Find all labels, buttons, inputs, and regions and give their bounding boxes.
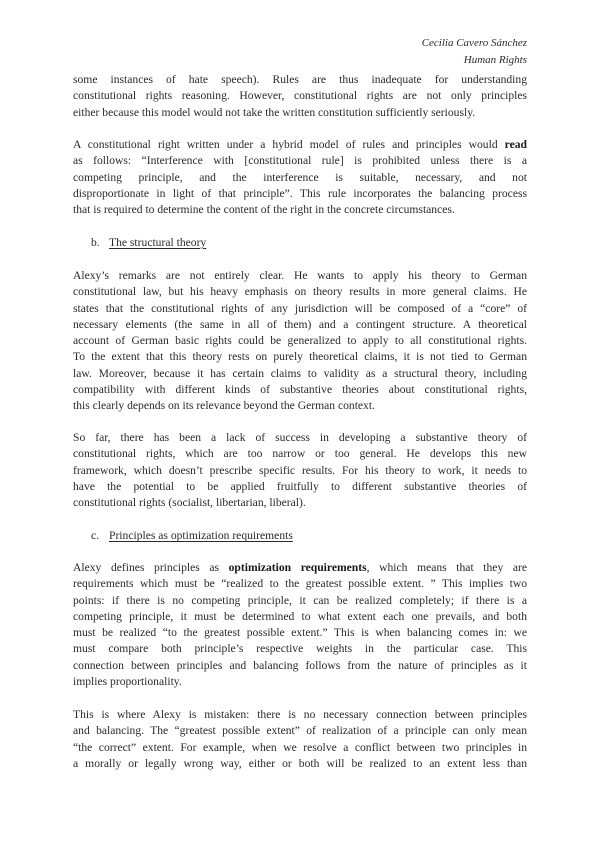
- text-line: [73, 495, 527, 511]
- paragraph: [73, 430, 527, 511]
- text-line: [73, 740, 527, 756]
- text-line: [73, 593, 527, 609]
- text-line: [73, 723, 527, 739]
- paragraph: [73, 137, 527, 218]
- section-heading: [91, 528, 293, 544]
- line-content: account of German basic rights could be generalized to apply to all constitutional rights.: [73, 334, 527, 347]
- text-line: [73, 333, 527, 349]
- text-line: [73, 382, 527, 398]
- text-line: [73, 463, 527, 479]
- text-line: [73, 756, 527, 772]
- line-content: To the extent that this theory rests on purely theoretical claims, it is not tied to German: [73, 350, 527, 364]
- text-line: [73, 268, 527, 284]
- line-content: either because this model would not take the written constitution sufficiently seriously.: [73, 105, 476, 119]
- line-content: law. Moreover, because it has certain claims to validity as a structural theory, including: [73, 366, 527, 380]
- line-content: So far, there has been a lack of success in developing a substantive theory of: [73, 431, 527, 444]
- text-line: [73, 202, 527, 218]
- line-content: [73, 137, 527, 153]
- text-line: [73, 366, 527, 382]
- paragraph: [73, 560, 527, 690]
- paragraph: [73, 268, 527, 414]
- line-segment: Alexy defines principles as: [73, 561, 229, 574]
- line-content: This is where Alexy is mistaken: there is no necessary connection between principles: [73, 708, 527, 721]
- text-line: [73, 153, 527, 169]
- text-line: [73, 284, 527, 300]
- line-content: must compare both principle’s respective weights in the particular case. This: [73, 642, 527, 656]
- line-content: constitutional law, but his heavy emphasis on theory results in more general claims. He: [73, 285, 527, 299]
- line-content: compatibility with different kinds of substantive theories about constitutional rights,: [73, 382, 527, 396]
- line-content: some instances of hate speech). Rules are thus inadequate for understanding: [73, 73, 527, 86]
- line-content: as follows: “Interference with [constitutional rule] is prohibited unless there is a: [73, 154, 527, 168]
- paragraph: [73, 72, 527, 121]
- line-content: competing principle, and the interference is suitable, necessary, and not: [73, 170, 527, 184]
- text-line: [73, 641, 527, 657]
- text-line: [73, 317, 527, 333]
- text-line: [73, 398, 527, 414]
- line-content: implies proportionality.: [73, 674, 182, 688]
- line-content: constitutional rights, which are too narrow or too general. He develops this new: [73, 447, 527, 461]
- text-line: [73, 430, 527, 446]
- text-line: [73, 658, 527, 674]
- line-content: requirements which must be “realized to the greatest possible extent. ” This implies two: [73, 577, 527, 591]
- text-line: [73, 186, 527, 202]
- text-line: [73, 349, 527, 365]
- text-line: [73, 674, 527, 690]
- line-content: a morally or legally wrong way, either or both will be realized to an extent less than: [73, 756, 527, 770]
- line-content: disproportionate in light of that principle”. This rule incorporates the balancing process: [73, 186, 527, 200]
- line-content: that is required to determine the content of the right in the concrete circumstances.: [73, 203, 455, 216]
- line-content: points: if there is no competing principle, it can be realized completely; if there is a: [73, 593, 527, 607]
- line-content: competing principle, it must be determined to what extent each one prevails, and both: [73, 609, 527, 623]
- line-content: connection between principles and balancing follows from the nature of principles as it: [73, 658, 527, 672]
- header-author: Cecilia Cavero Sánchez: [421, 37, 527, 49]
- text-line: [73, 88, 527, 104]
- line-content: states that the constitutional rights of any jurisdiction will be composed of a “core” of: [73, 301, 527, 315]
- section-heading: [91, 235, 206, 251]
- text-line: [73, 170, 527, 186]
- text-line: [73, 446, 527, 462]
- text-line: [73, 707, 527, 723]
- line-segment: A constitutional right written under a hybrid model of rules and principles would: [73, 138, 505, 151]
- text-line: [73, 479, 527, 495]
- header-course: Human Rights: [463, 54, 527, 66]
- text-line: [73, 301, 527, 317]
- text-line: [73, 576, 527, 592]
- text-line: [73, 72, 527, 88]
- line-content: constitutional rights (socialist, libertarian, liberal).: [73, 496, 306, 509]
- text-line: [73, 137, 527, 153]
- line-content: framework, which doesn’t prescribe specific results. For his theory to work, it needs to: [73, 463, 527, 477]
- section-title: Principles as optimization requirements: [109, 529, 293, 542]
- line-content: this clearly depends on its relevance beyond the German context.: [73, 399, 375, 412]
- line-content: “the correct” extent. For example, when we resolve a conflict between two principles in: [73, 740, 527, 754]
- line-content: necessary elements (the same in all of them) and a contingent structure. A theoretical: [73, 317, 527, 331]
- section-label: c.: [91, 529, 100, 542]
- line-content: [73, 560, 527, 576]
- text-line: [73, 105, 527, 121]
- running-header: [422, 36, 527, 67]
- line-segment: , which means that they are: [366, 561, 528, 574]
- section-label: b.: [91, 236, 100, 249]
- line-content: and balancing. The “greatest possible extent” of realization of a principle can only mean: [73, 724, 527, 738]
- line-content: constitutional rights reasoning. However, constitutional rights are not only principles: [73, 89, 527, 103]
- line-content: have the potential to be applied fruitfully to different substantive theories of: [73, 479, 527, 493]
- text-line: [73, 609, 527, 625]
- text-line: [73, 560, 527, 576]
- paragraph: [73, 707, 527, 772]
- line-content: must be realized “to the greatest possible extent.” This is when balancing comes in: we: [73, 626, 527, 639]
- bold-term: read: [504, 138, 527, 151]
- line-content: Alexy’s remarks are not entirely clear. He wants to apply his theory to German: [73, 269, 527, 282]
- section-title: The structural theory: [109, 236, 207, 249]
- text-line: [73, 625, 527, 641]
- bold-term: optimization requirements: [228, 561, 367, 574]
